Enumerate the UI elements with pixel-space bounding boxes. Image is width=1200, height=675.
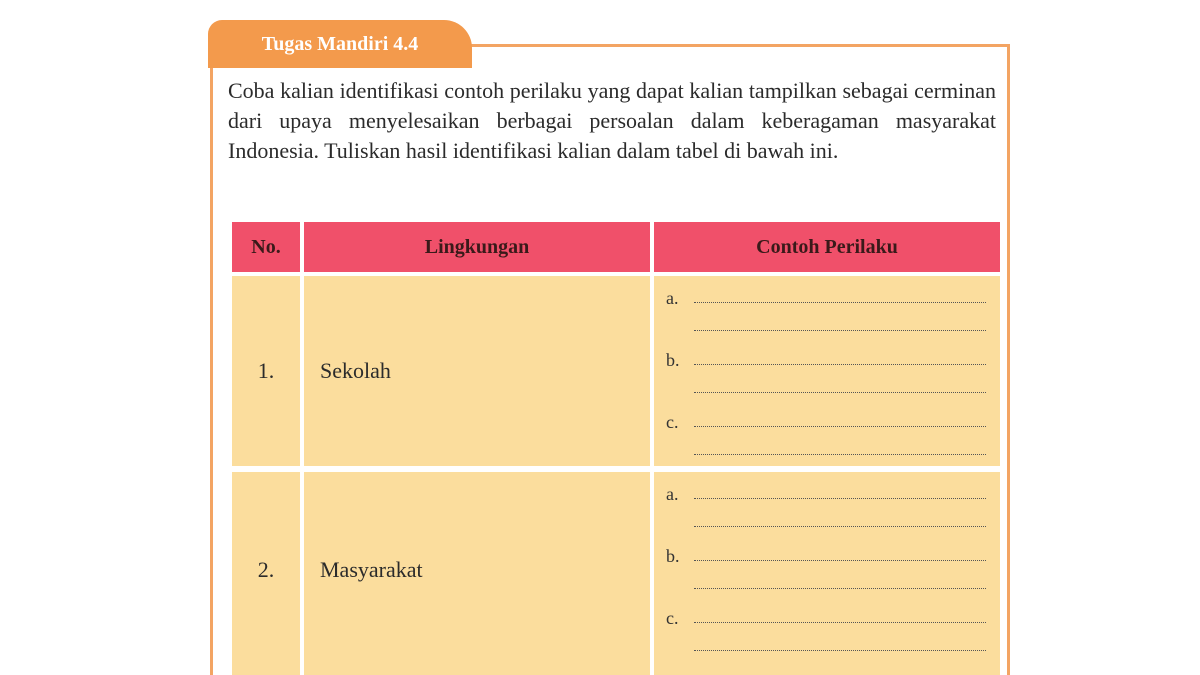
dotted-line	[694, 364, 986, 365]
dotted-line	[694, 392, 986, 393]
dotted-line	[694, 426, 986, 427]
example-continuation-line[interactable]	[666, 636, 986, 658]
dotted-line	[694, 302, 986, 303]
row-1-no: 1.	[232, 276, 300, 466]
row-2-no: 2.	[232, 472, 300, 675]
example-continuation-line[interactable]	[666, 512, 986, 534]
behavior-table	[232, 222, 1000, 675]
dotted-line	[694, 526, 986, 527]
example-line[interactable]	[666, 288, 986, 310]
row-2-examples	[654, 472, 1000, 675]
row-2-environment: Masyarakat	[304, 472, 650, 675]
row-1-environment: Sekolah	[304, 276, 650, 466]
example-letter: b.	[666, 546, 680, 566]
dotted-line	[694, 330, 986, 331]
dotted-line	[694, 454, 986, 455]
example-line[interactable]	[666, 350, 986, 372]
example-letter: b.	[666, 350, 680, 370]
example-line[interactable]	[666, 412, 986, 434]
dotted-line	[694, 588, 986, 589]
example-line[interactable]	[666, 546, 986, 568]
header-no: No.	[232, 222, 300, 272]
dotted-line	[694, 498, 986, 499]
example-line[interactable]	[666, 484, 986, 506]
dotted-line	[694, 560, 986, 561]
example-letter: a.	[666, 484, 679, 504]
example-continuation-line[interactable]	[666, 440, 986, 462]
example-continuation-line[interactable]	[666, 574, 986, 596]
example-continuation-line[interactable]	[666, 316, 986, 338]
example-letter: a.	[666, 288, 679, 308]
task-instructions: Coba kalian identifikasi contoh perilaku yang dapat kalian tampilkan sebagai cerminan dari upaya menyelesaikan berbagai persoalan dalam keberagaman masyarakat Indonesia. Tuliskan hasil identifikasi kalian dalam tabel di bawah ini.	[228, 78, 996, 163]
example-letter: c.	[666, 412, 679, 432]
example-continuation-line[interactable]	[666, 378, 986, 400]
task-title: Tugas Mandiri 4.4	[208, 20, 472, 68]
example-line[interactable]	[666, 608, 986, 630]
row-1-examples	[654, 276, 1000, 466]
dotted-line	[694, 622, 986, 623]
header-example: Contoh Perilaku	[654, 222, 1000, 272]
dotted-line	[694, 650, 986, 651]
example-letter: c.	[666, 608, 679, 628]
header-environment: Lingkungan	[304, 222, 650, 272]
